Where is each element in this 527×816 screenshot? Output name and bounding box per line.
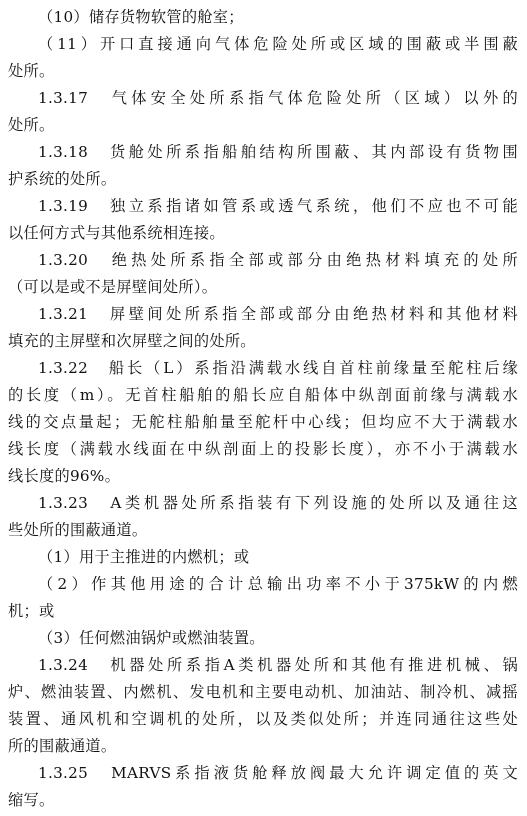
text-line: 处所。 <box>8 116 55 134</box>
text-line: 1.3.20 绝热处所系指全部或部分由绝热材料填充的处所 <box>38 251 518 269</box>
text-line: 以任何方式与其他系统相连接。 <box>8 224 225 242</box>
text-line: 1.3.25 MARVS系指液货舱释放阀最大允许调定值的英文 <box>38 764 518 782</box>
text-line: 缩写。 <box>8 791 55 809</box>
text-line: 1.3.21 屏壁间处所系指全部或部分由绝热材料和其他材料 <box>38 305 518 323</box>
text-line: （10）储存货物软管的舱室； <box>38 8 244 26</box>
text-line: （1）用于主推进的内燃机；或 <box>38 548 250 566</box>
text-line: 1.3.17 气体安全处所系指气体危险处所（区域）以外的 <box>38 89 518 107</box>
text-line: 填充的主屏壁和次屏壁之间的处所。 <box>8 332 256 350</box>
text-line: 炉、燃油装置、内燃机、发电机和主要电动机、加油站、制冷机、减摇 <box>8 683 518 701</box>
text-line: 装置、通风机和空调机的处所，以及类似处所；并连同通往这些处 <box>8 710 518 728</box>
text-line: 1.3.18 货舱处所系指船舶结构所围蔽、其内部设有货物围 <box>38 143 518 161</box>
text-line: 机；或 <box>8 602 55 620</box>
text-line: 的长度（m）。无首柱船舶的船长应自船体中纵剖面前缘与满载水 <box>8 386 518 404</box>
text-line: 线长度（满载水线面在中纵剖面上的投影长度），亦不小于满载水 <box>8 440 518 458</box>
text-line: 线的交点量起；无舵柱船舶量至舵杆中心线；但均应不大于满载水 <box>8 413 518 431</box>
text-line: （3）任何燃油锅炉或燃油装置。 <box>38 629 265 647</box>
text-line: 1.3.19 独立系指诸如管系或透气系统，他们不应也不可能 <box>38 197 518 215</box>
text-line: 处所。 <box>8 62 55 80</box>
text-line: 线长度的96%。 <box>8 467 121 485</box>
text-line: 护系统的处所。 <box>8 170 117 188</box>
text-line: 1.3.23 A类机器处所系指装有下列设施的处所以及通往这 <box>38 494 518 512</box>
text-line: （11）开口直接通向气体危险处所或区域的围蔽或半围蔽 <box>38 35 518 53</box>
text-line: （2）作其他用途的合计总输出功率不小于375kW的内燃 <box>38 575 518 593</box>
text-line: 1.3.22 船长（L）系指沿满载水线自首柱前缘量至舵柱后缘 <box>38 359 518 377</box>
text-line: 所的围蔽通道。 <box>8 737 117 755</box>
text-line: （可以是或不是屏壁间处所）。 <box>8 278 218 296</box>
text-line: 些处所的围蔽通道。 <box>8 521 148 539</box>
text-line: 1.3.24 机器处所系指A类机器处所和其他有推进机械、锅 <box>38 656 518 674</box>
